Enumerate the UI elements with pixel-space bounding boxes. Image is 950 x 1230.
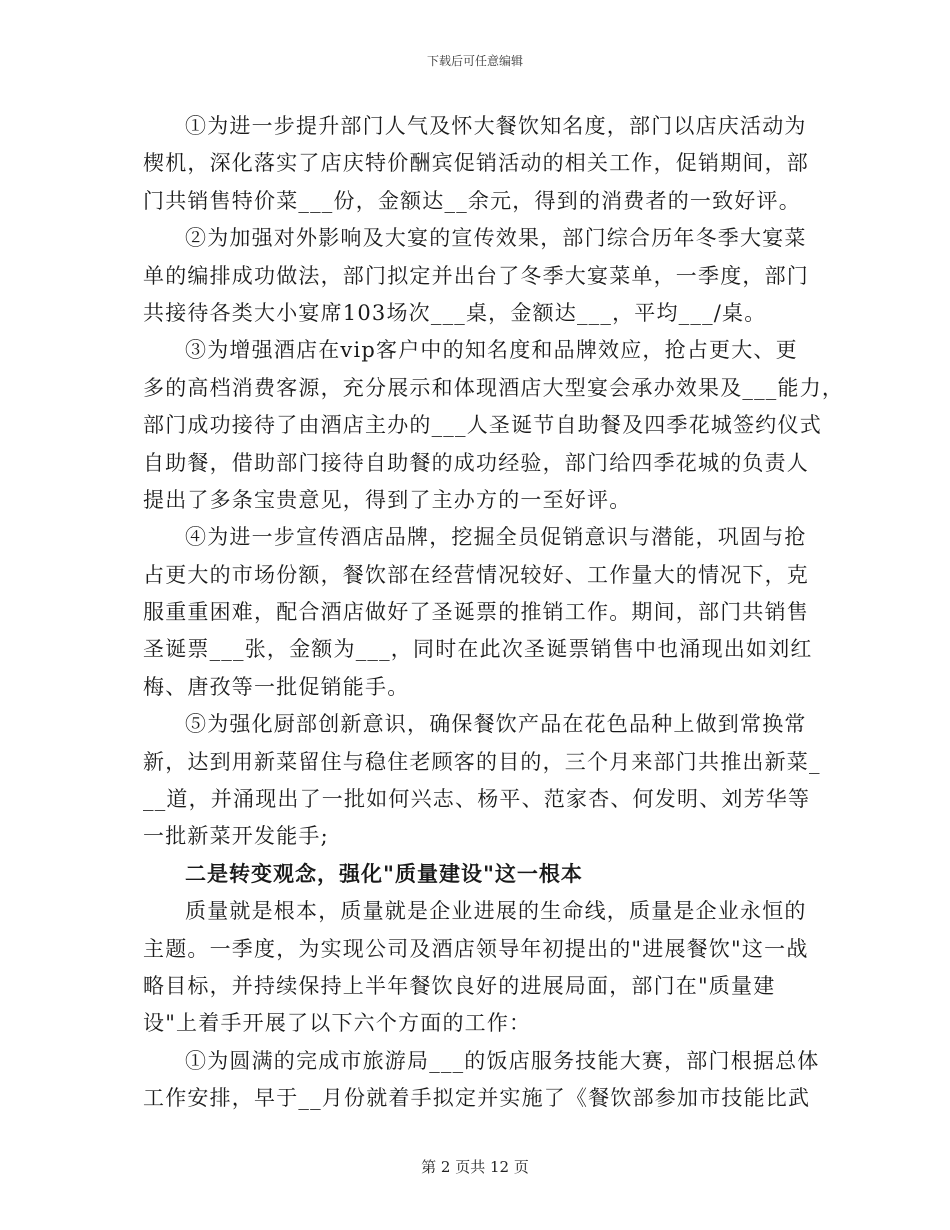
paragraph-line: 圣诞票___张，金额为___，同时在此次圣诞票销售中也涌现出如刘红 <box>143 637 813 662</box>
paragraph-line: ②为加强对外影响及大宴的宣传效果，部门综合历年冬季大宴菜 <box>185 226 807 251</box>
paragraph-line: ③为增强酒店在vip客户中的知名度和品牌效应，抢占更大、更 <box>185 338 798 363</box>
paragraph-line: ①为进一步提升部门人气及怀大餐饮知名度，部门以店庆活动为 <box>185 114 807 138</box>
paragraph-line: 质量就是根本，质量就是企业进展的生命线，质量是企业永恒的 <box>185 899 807 924</box>
page-header: 下载后可任意编辑 <box>426 54 523 68</box>
paragraph-line: 工作安排，早于__月份就着手拟定并实施了《餐饮部参加市技能比武 <box>143 1086 811 1111</box>
paragraph-line: 门共销售特价菜___份，金额达__余元，得到的消费者的一致好评。 <box>143 188 801 213</box>
paragraph-line: ①为圆满的完成市旅游局___的饭店服务技能大赛，部门根据总体 <box>185 1048 820 1073</box>
paragraph-line: 楔机，深化落实了店庆特价酬宾促销活动的相关工作，促销期间，部 <box>143 151 809 176</box>
paragraph-line: 自助餐，借助部门接待自助餐的成功经验，部门给四季花城的负责人 <box>143 450 809 475</box>
paragraph-line: 占更大的市场份额，餐饮部在经营情况较好、工作量大的情况下，克 <box>143 562 809 587</box>
section-heading: 二是转变观念，强化"质量建设"这一根本 <box>185 861 583 886</box>
document-body <box>143 108 845 1118</box>
paragraph-line: __道，并涌现出了一批如何兴志、杨平、范家杏、何发明、刘芳华等 <box>143 787 811 812</box>
paragraph-line: 梅、唐孜等一批促销能手。 <box>143 674 410 699</box>
paragraph-line: 略目标，并持续保持上半年餐饮良好的进展局面，部门在"质量建 <box>143 973 776 998</box>
paragraph-line: 提出了多条宝贵意见，得到了主办方的一至好评。 <box>143 487 632 512</box>
paragraph-line: 共接待各类大小宴席103场次___桌，金额达___，平均___/桌。 <box>143 300 767 325</box>
paragraph-line: 新，达到用新菜留住与稳住老顾客的目的，三个月来部门共推出新菜_ <box>143 749 821 774</box>
paragraph-line: 多的高档消费客源，充分展示和体现酒店大型宴会承办效果及___能力， <box>143 375 845 400</box>
paragraph-line: 部门成功接待了由酒店主办的___人圣诞节自助餐及四季花城签约仪式 <box>143 413 822 438</box>
paragraph-line: 服重重困难，配合酒店做好了圣诞票的推销工作。期间，部门共销售 <box>143 600 809 625</box>
paragraph-line: ⑤为强化厨部创新意识，确保餐饮产品在花色品种上做到常换常 <box>185 712 807 737</box>
paragraph-line: 主题。一季度，为实现公司及酒店领导年初提出的"进展餐饮"这一战 <box>143 936 809 961</box>
paragraph-line: ④为进一步宣传酒店品牌，挖掘全员促销意识与潜能，巩固与抢 <box>185 525 807 550</box>
paragraph-line: 单的编排成功做法，部门拟定并出台了冬季大宴菜单，一季度，部门 <box>143 263 809 288</box>
paragraph-line: 设"上着手开展了以下六个方面的工作： <box>143 1011 532 1036</box>
paragraph-line: 一批新菜开发能手; <box>143 824 329 849</box>
page-footer: 第 2 页共 12 页 <box>421 1158 529 1176</box>
